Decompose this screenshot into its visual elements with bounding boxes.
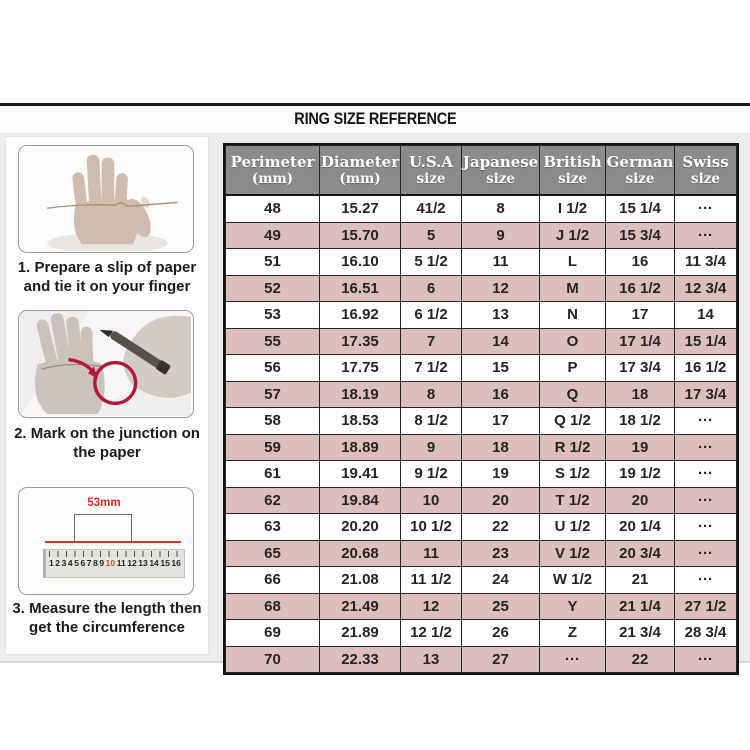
cell: 18 1/2 <box>606 408 675 435</box>
cell: Q <box>540 381 606 408</box>
step3-caption <box>6 599 208 637</box>
cell: 59 <box>226 434 320 461</box>
cell: ··· <box>675 461 737 488</box>
cell: ··· <box>675 434 737 461</box>
table-header-row <box>226 146 737 196</box>
cell: 68 <box>226 593 320 620</box>
cell: 11 1/2 <box>401 567 462 594</box>
cell: ··· <box>675 540 737 567</box>
cell: 53 <box>226 302 320 329</box>
cell: 22 <box>606 646 675 673</box>
cell: 15 1/4 <box>606 195 675 222</box>
column-header: German size <box>606 146 675 196</box>
page-title: RING SIZE REFERENCE <box>293 109 457 128</box>
cell: 12 <box>462 275 540 302</box>
marking-pen-illustration <box>19 311 192 416</box>
table-row <box>226 328 737 355</box>
cell: R 1/2 <box>540 434 606 461</box>
cell: 27 <box>462 646 540 673</box>
cell: 17 <box>606 302 675 329</box>
ruler-number: 16 <box>171 558 181 568</box>
cell: 21.89 <box>320 620 401 647</box>
cell: 16.51 <box>320 275 401 302</box>
column-header: Diameter (mm) <box>320 146 401 196</box>
table-row <box>226 195 737 222</box>
cell: ··· <box>540 646 606 673</box>
step1-caption <box>6 258 208 296</box>
table-row <box>226 434 737 461</box>
table-row <box>226 514 737 541</box>
column-header: British size <box>540 146 606 196</box>
cell: 9 1/2 <box>401 461 462 488</box>
step2-caption <box>6 424 208 462</box>
cell: 17.75 <box>320 355 401 382</box>
cell: 58 <box>226 408 320 435</box>
ruler-number: 1 <box>49 558 54 568</box>
table-row <box>226 302 737 329</box>
cell: 19 1/2 <box>606 461 675 488</box>
cell: J 1/2 <box>540 222 606 249</box>
cell: 20 3/4 <box>606 540 675 567</box>
cell: W 1/2 <box>540 567 606 594</box>
cell: M <box>540 275 606 302</box>
ruler-number: 3 <box>61 558 67 568</box>
ruler-number: 12 <box>127 558 137 568</box>
cell: 6 <box>401 275 462 302</box>
ruler-number: 10 <box>105 558 116 568</box>
ruler-number: 8 <box>93 558 98 568</box>
cell: 7 <box>401 328 462 355</box>
cell: 57 <box>226 381 320 408</box>
ruler-number: 7 <box>86 558 92 568</box>
table-row <box>226 408 737 435</box>
step1-image <box>18 145 194 253</box>
cell: 21 1/4 <box>606 593 675 620</box>
table-body <box>226 195 737 673</box>
cell: 26 <box>462 620 540 647</box>
cell: 15.70 <box>320 222 401 249</box>
cell: 55 <box>226 328 320 355</box>
cell: 21.49 <box>320 593 401 620</box>
cell: 12 1/2 <box>401 620 462 647</box>
step2-image <box>18 310 194 418</box>
cell: ··· <box>675 487 737 514</box>
table-row <box>226 381 737 408</box>
cell: Y <box>540 593 606 620</box>
cell: 5 1/2 <box>401 249 462 276</box>
ruler-number: 9 <box>99 558 105 568</box>
cell: 61 <box>226 461 320 488</box>
cell: 13 <box>462 302 540 329</box>
cell: P <box>540 355 606 382</box>
cell: N <box>540 302 606 329</box>
cell: 17 1/4 <box>606 328 675 355</box>
cell: Z <box>540 620 606 647</box>
table-row <box>226 222 737 249</box>
cell: 21 3/4 <box>606 620 675 647</box>
measure-bracket <box>74 514 132 542</box>
cell: 11 3/4 <box>675 249 737 276</box>
cell: 16.92 <box>320 302 401 329</box>
ruler-number: 2 <box>55 558 61 568</box>
table-row <box>226 540 737 567</box>
cell: U 1/2 <box>540 514 606 541</box>
cell: 6 1/2 <box>401 302 462 329</box>
cell: 17 3/4 <box>675 381 737 408</box>
column-header: Japanese size <box>462 146 540 196</box>
cell: 15.27 <box>320 195 401 222</box>
cell: L <box>540 249 606 276</box>
cell: 9 <box>462 222 540 249</box>
ruler-number: 13 <box>138 558 148 568</box>
cell: 65 <box>226 540 320 567</box>
cell: 20 <box>462 487 540 514</box>
table-row <box>226 461 737 488</box>
ruler-number: 14 <box>149 558 159 568</box>
caption-line: 3. Measure the length then <box>12 600 202 617</box>
cell: 12 <box>401 593 462 620</box>
cell: S 1/2 <box>540 461 606 488</box>
ruler-number: 11 <box>116 558 126 568</box>
cell: 41/2 <box>401 195 462 222</box>
caption-line: get the circumference <box>29 619 185 636</box>
cell: ··· <box>675 408 737 435</box>
cell: ··· <box>675 646 737 673</box>
length-label: 53mm <box>87 497 121 509</box>
table-row <box>226 275 737 302</box>
ring-size-table <box>225 145 737 673</box>
cell: 18 <box>462 434 540 461</box>
cell: 8 <box>401 381 462 408</box>
cell: 70 <box>226 646 320 673</box>
table-row <box>226 355 737 382</box>
cell: 22 <box>462 514 540 541</box>
table-row <box>226 249 737 276</box>
cell: 19 <box>462 461 540 488</box>
cell: 48 <box>226 195 320 222</box>
cell: 16 <box>462 381 540 408</box>
cell: 8 <box>462 195 540 222</box>
cell: 10 1/2 <box>401 514 462 541</box>
cell: 56 <box>226 355 320 382</box>
cell: 11 <box>401 540 462 567</box>
cell: 16 1/2 <box>675 355 737 382</box>
caption-line: the paper <box>73 444 141 461</box>
instruction-panel <box>5 136 209 655</box>
ruler-numbers <box>46 557 184 568</box>
cell: 16 <box>606 249 675 276</box>
cell: 19.41 <box>320 461 401 488</box>
cell: 17.35 <box>320 328 401 355</box>
cell: I 1/2 <box>540 195 606 222</box>
table-row <box>226 593 737 620</box>
cell: 20 <box>606 487 675 514</box>
cell: ··· <box>675 567 737 594</box>
table-row <box>226 620 737 647</box>
cell: 15 3/4 <box>606 222 675 249</box>
ruler-number: 6 <box>80 558 86 568</box>
cell: 20.68 <box>320 540 401 567</box>
measure-red-line <box>45 541 181 543</box>
cell: 22.33 <box>320 646 401 673</box>
cell: 18 <box>606 381 675 408</box>
caption-line: and tie it on your finger <box>23 278 191 295</box>
column-header: U.S.A size <box>401 146 462 196</box>
cell: 15 1/4 <box>675 328 737 355</box>
cell: 16.10 <box>320 249 401 276</box>
table-head <box>226 146 737 196</box>
cell: Q 1/2 <box>540 408 606 435</box>
step3-image <box>18 487 194 595</box>
cell: 27 1/2 <box>675 593 737 620</box>
cell: 23 <box>462 540 540 567</box>
cell: 9 <box>401 434 462 461</box>
table-row <box>226 567 737 594</box>
cell: 62 <box>226 487 320 514</box>
ruler <box>43 549 185 578</box>
cell: 8 1/2 <box>401 408 462 435</box>
cell: 20 1/4 <box>606 514 675 541</box>
title-band <box>0 106 750 133</box>
cell: T 1/2 <box>540 487 606 514</box>
cell: 10 <box>401 487 462 514</box>
cell: 17 <box>462 408 540 435</box>
column-header: Perimeter (mm) <box>226 146 320 196</box>
caption-line: 1. Prepare a slip of paper <box>17 259 197 276</box>
cell: 49 <box>226 222 320 249</box>
cell: ··· <box>675 514 737 541</box>
cell: 24 <box>462 567 540 594</box>
cell: 19 <box>606 434 675 461</box>
cell: O <box>540 328 606 355</box>
cell: 19.84 <box>320 487 401 514</box>
column-header: Swiss size <box>675 146 737 196</box>
cell: V 1/2 <box>540 540 606 567</box>
ruler-number: 4 <box>67 558 73 568</box>
ruler-number: 5 <box>74 558 79 568</box>
cell: 7 1/2 <box>401 355 462 382</box>
cell: 12 3/4 <box>675 275 737 302</box>
cell: 51 <box>226 249 320 276</box>
cell: 17 3/4 <box>606 355 675 382</box>
ring-size-table-wrap <box>223 143 739 675</box>
cell: 21 <box>606 567 675 594</box>
ruler-number: 15 <box>160 558 170 568</box>
cell: 15 <box>462 355 540 382</box>
cell: ··· <box>675 195 737 222</box>
cell: 69 <box>226 620 320 647</box>
cell: 20.20 <box>320 514 401 541</box>
table-row <box>226 487 737 514</box>
cell: 13 <box>401 646 462 673</box>
hand-with-string-illustration <box>19 146 192 251</box>
cell: 11 <box>462 249 540 276</box>
cell: 28 3/4 <box>675 620 737 647</box>
cell: 63 <box>226 514 320 541</box>
cell: ··· <box>675 222 737 249</box>
cell: 18.89 <box>320 434 401 461</box>
cell: 25 <box>462 593 540 620</box>
cell: 16 1/2 <box>606 275 675 302</box>
cell: 14 <box>675 302 737 329</box>
cell: 18.19 <box>320 381 401 408</box>
cell: 52 <box>226 275 320 302</box>
cell: 66 <box>226 567 320 594</box>
cell: 14 <box>462 328 540 355</box>
table-row <box>226 646 737 673</box>
caption-line: 2. Mark on the junction on <box>14 425 200 442</box>
cell: 5 <box>401 222 462 249</box>
cell: 18.53 <box>320 408 401 435</box>
cell: 21.08 <box>320 567 401 594</box>
